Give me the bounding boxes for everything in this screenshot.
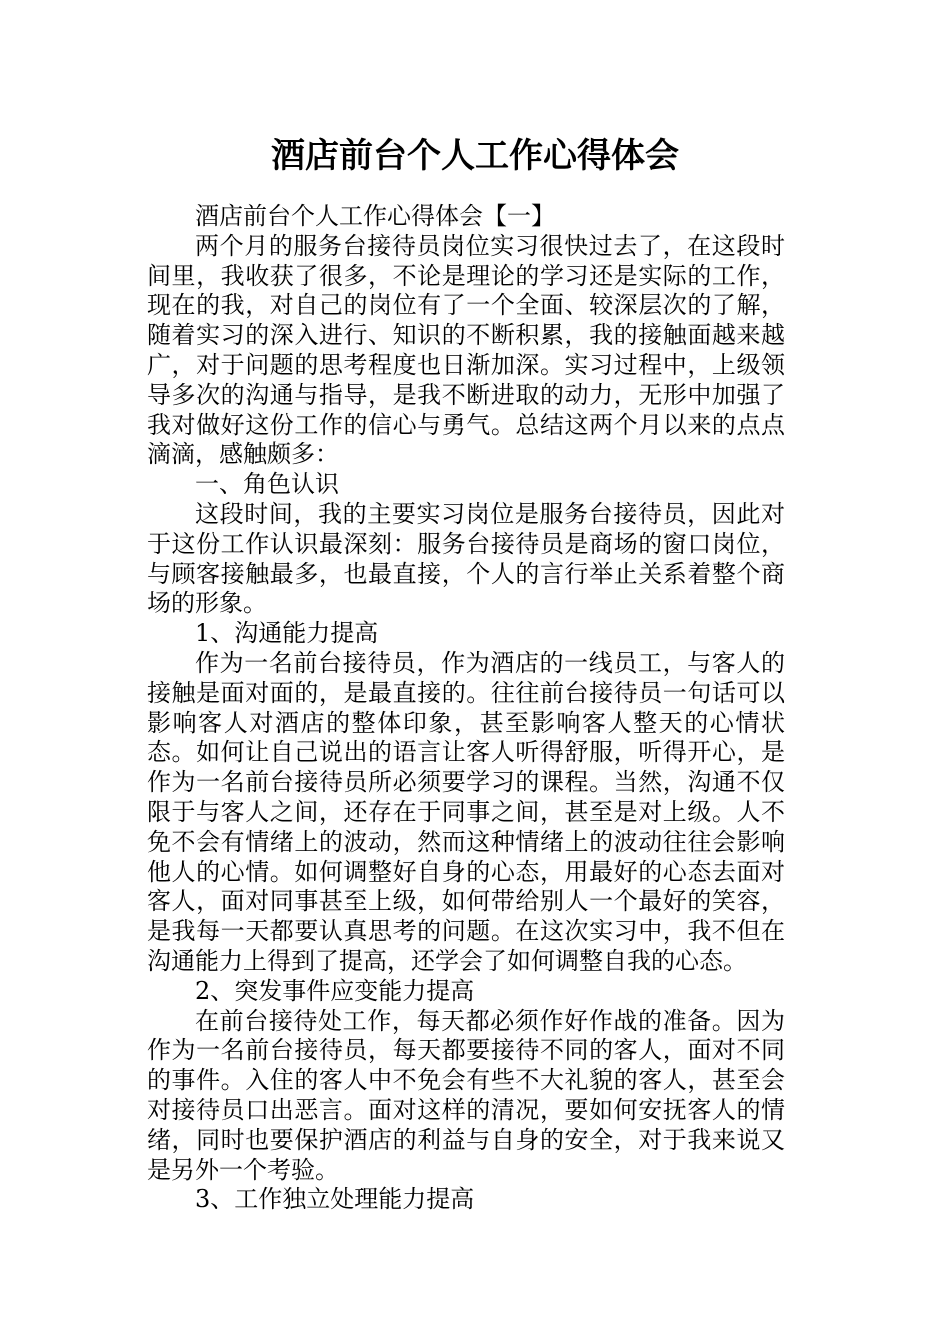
paragraph: 作为一名前台接待员，作为酒店的一线员工，与客人的接触是面对面的，是最直接的。往往前台接待员一句话可以影响客人对酒店的整体印象，甚至影响客人整天的心情状态。如何让自己说出的语言让客人听得舒服，听得开心，是作为一名前台接待员所必须要学习的课程。当然，沟通不仅限于与客人之间，还存在于同事之间，甚至是对上级。人不免不会有情绪上的波动，然而这种情绪上的波动往往会影响他人的心情。如何调整好自身的心态，用最好的心态去面对客人，面对同事甚至上级，如何带给别人一个最好的笑容，是我每一天都要认真思考的问题。在这次实习中，我不但在沟通能力上得到了提高，还学会了如何调整自我的心态。 [147, 648, 785, 975]
section-heading: 酒店前台个人工作心得体会【一】 [195, 202, 555, 230]
document-body [147, 202, 785, 1215]
paragraph: 两个月的服务台接待员岗位实习很快过去了，在这段时间里，我收获了很多，不论是理论的学习还是实际的工作，现在的我，对自己的岗位有了一个全面、较深层次的了解，随着实习的深入进行、知识的不断积累，我的接触面越来越广，对于问题的思考程度也日渐加深。实习过程中，上级领导多次的沟通与指导，是我不断进取的动力，无形中加强了我对做好这份工作的信心与勇气。总结这两个月以来的点点滴滴，感触颇多： [147, 231, 785, 469]
paragraph: 这段时间，我的主要实习岗位是服务台接待员，因此对于这份工作认识最深刻：服务台接待员是商场的窗口岗位，与顾客接触最多，也最直接，个人的言行举止关系着整个商场的形象。 [147, 499, 785, 618]
paragraph: 在前台接待处工作，每天都必须作好作战的准备。因为作为一名前台接待员，每天都要接待不同的客人，面对不同的事件。入住的客人中不免会有些不大礼貌的客人，甚至会对接待员口出恶言。面对这样的清况，要如何安抚客人的情绪，同时也要保护酒店的利益与自身的安全，对于我来说又是另外一个考验。 [147, 1006, 785, 1184]
section-heading: 一、角色认识 [195, 470, 339, 499]
section-heading: 1、沟通能力提高 [195, 619, 379, 648]
section-heading: 2、突发事件应变能力提高 [195, 976, 475, 1005]
section-heading: 3、工作独立处理能力提高 [195, 1185, 475, 1214]
document-title: 酒店前台个人工作心得体会 [271, 136, 679, 176]
